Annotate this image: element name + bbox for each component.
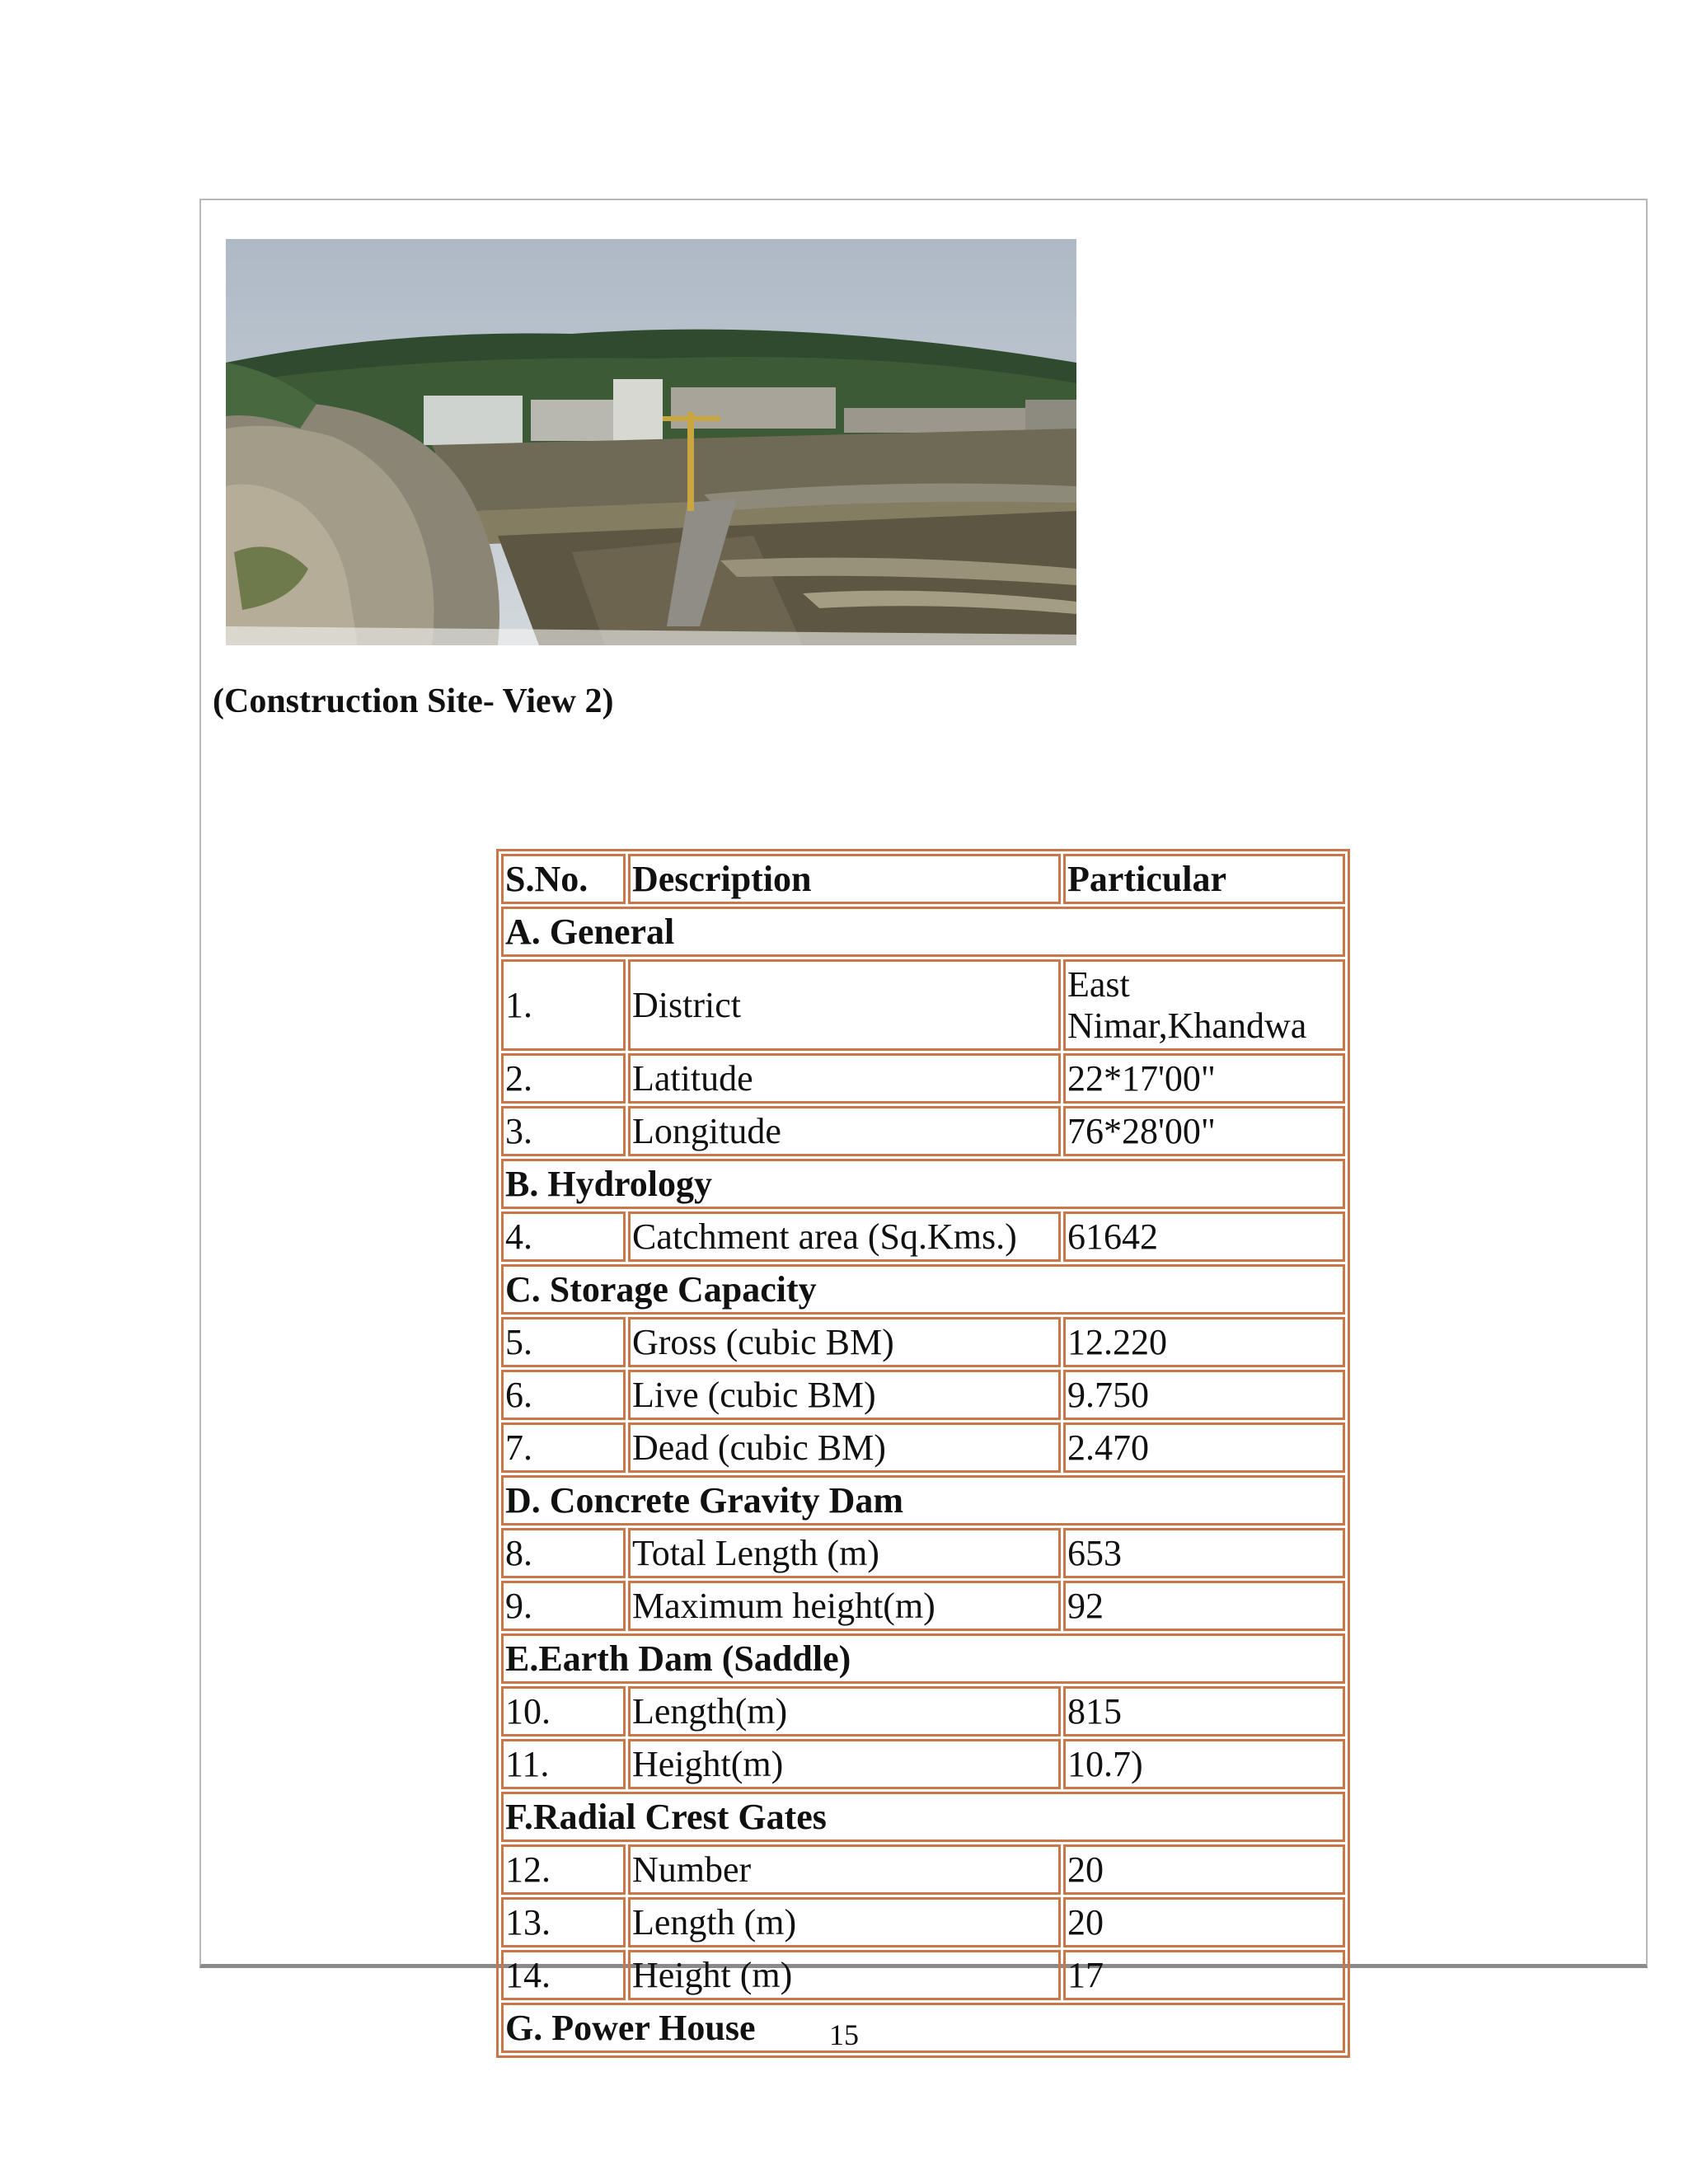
cell-particular: 76*28'00" [1063,1106,1345,1156]
cell-particular: 815 [1063,1686,1345,1736]
section-title: G. Power House [501,2003,1345,2053]
table-row [501,1581,1345,1631]
section-title: B. Hydrology [501,1159,1345,1209]
cell-description: Longitude [628,1106,1061,1156]
cell-particular: East Nimar,Khandwa [1063,959,1345,1051]
column-header-sno: S.No. [501,854,626,904]
cell-sno: 2. [501,1053,626,1104]
cell-sno: 7. [501,1422,626,1473]
cell-sno: 9. [501,1581,626,1631]
page-number: 15 [829,2018,859,2051]
cell-particular: 2.470 [1063,1422,1345,1473]
cell-description: Catchment area (Sq.Kms.) [628,1212,1061,1262]
dam-construction-photo-icon [226,239,1076,645]
column-header-particular: Particular [1063,854,1345,904]
cell-particular: 22*17'00" [1063,1053,1345,1104]
table-row [501,1053,1345,1104]
cell-particular: 653 [1063,1528,1345,1578]
table-row [501,1106,1345,1156]
section-title: A. General [501,907,1345,957]
table-row [501,1422,1345,1473]
table-row [501,1844,1345,1895]
cell-particular: 20 [1063,1897,1345,1947]
cell-description: Number [628,1844,1061,1895]
cell-sno: 13. [501,1897,626,1947]
cell-sno: 3. [501,1106,626,1156]
cell-sno: 12. [501,1844,626,1895]
cell-particular: 20 [1063,1844,1345,1895]
cell-sno: 10. [501,1686,626,1736]
construction-site-photo [226,239,1076,645]
table-row [501,959,1345,1051]
cell-sno: 1. [501,959,626,1051]
cell-sno: 11. [501,1739,626,1789]
section-row [501,1264,1345,1315]
table-header-row [501,854,1345,904]
table-row [501,1950,1345,2000]
table-row [501,1370,1345,1420]
cell-sno: 4. [501,1212,626,1262]
cell-particular: 61642 [1063,1212,1345,1262]
cell-description: Height (m) [628,1950,1061,2000]
cell-particular: 17 [1063,1950,1345,2000]
section-title: D. Concrete Gravity Dam [501,1475,1345,1526]
cell-sno: 5. [501,1317,626,1367]
section-title: F.Radial Crest Gates [501,1792,1345,1842]
cell-description: Dead (cubic BM) [628,1422,1061,1473]
table-row [501,1686,1345,1736]
section-row [501,1633,1345,1684]
cell-description: Latitude [628,1053,1061,1104]
cell-description: Total Length (m) [628,1528,1061,1578]
photo-caption: (Construction Site- View 2) [213,682,614,720]
cell-description: Height(m) [628,1739,1061,1789]
cell-sno: 14. [501,1950,626,2000]
column-header-description: Description [628,854,1061,904]
cell-description: District [628,959,1061,1051]
section-row [501,1475,1345,1526]
dam-specifications-table [496,849,1350,2058]
section-title: C. Storage Capacity [501,1264,1345,1315]
section-title: E.Earth Dam (Saddle) [501,1633,1345,1684]
section-row [501,1792,1345,1842]
cell-description: Live (cubic BM) [628,1370,1061,1420]
cell-description: Length(m) [628,1686,1061,1736]
cell-sno: 6. [501,1370,626,1420]
table-row [501,1739,1345,1789]
cell-description: Gross (cubic BM) [628,1317,1061,1367]
table-row [501,1212,1345,1262]
cell-sno: 8. [501,1528,626,1578]
cell-particular: 92 [1063,1581,1345,1631]
cell-description: Maximum height(m) [628,1581,1061,1631]
section-row [501,907,1345,957]
section-row [501,1159,1345,1209]
table-row [501,1897,1345,1947]
cell-description: Length (m) [628,1897,1061,1947]
cell-particular: 12.220 [1063,1317,1345,1367]
table-row [501,1528,1345,1578]
cell-particular: 10.7) [1063,1739,1345,1789]
table-row [501,1317,1345,1367]
cell-particular: 9.750 [1063,1370,1345,1420]
